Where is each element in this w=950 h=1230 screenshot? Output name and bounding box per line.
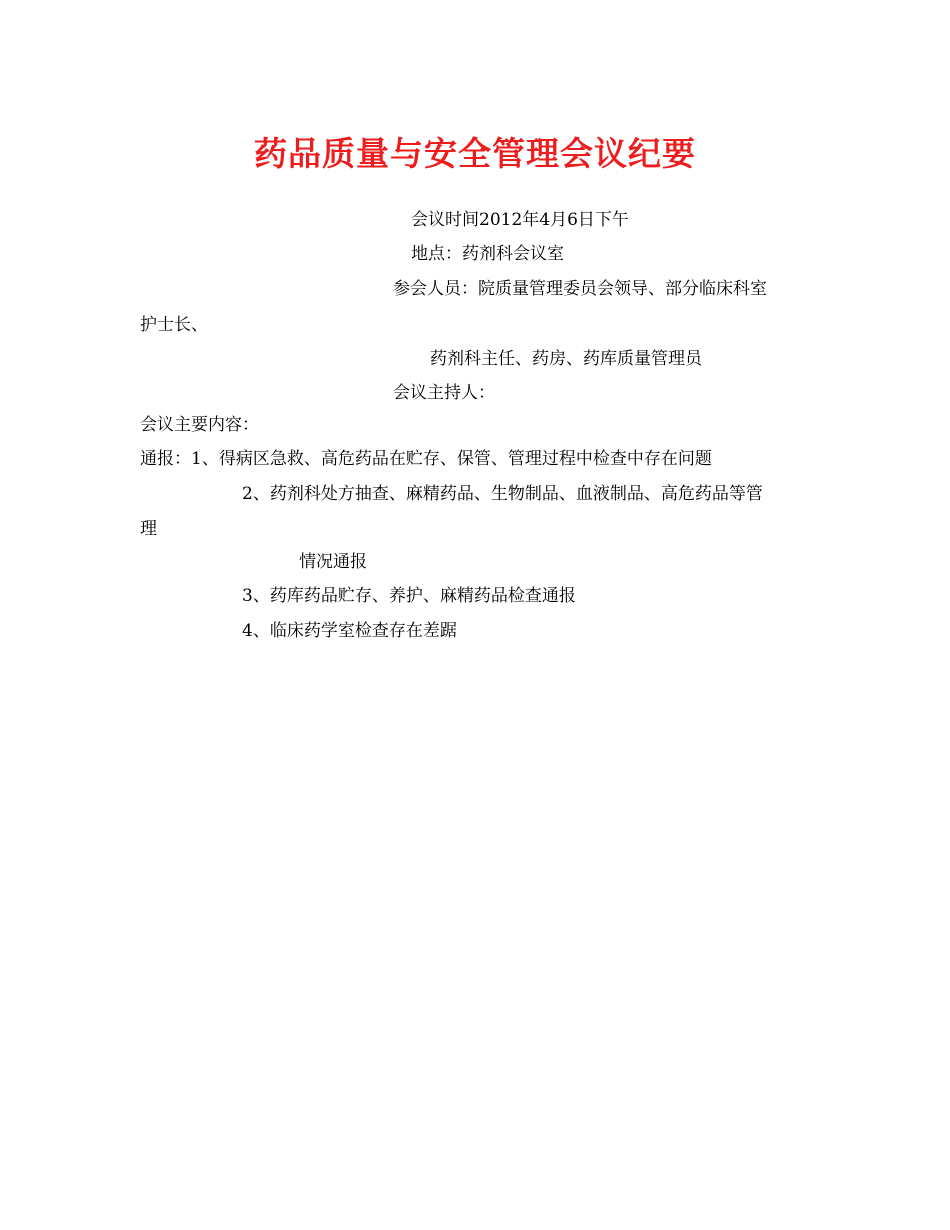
content-item-2-wrap: 理 <box>140 519 157 539</box>
content-item-3: 3、药库药品贮存、养护、麻精药品检查通报 <box>242 586 576 606</box>
content-item-1: 通报：1、得病区急救、高危药品在贮存、保管、管理过程中检查中存在问题 <box>140 449 712 469</box>
attendees-line-1: 参会人员：院质量管理委员会领导、部分临床科室 <box>393 279 767 299</box>
content-item-2-continued: 情况通报 <box>299 552 367 572</box>
content-item-4: 4、临床药学室检查存在差踞 <box>242 621 457 641</box>
content-item-2: 2、药剂科处方抽查、麻精药品、生物制品、血液制品、高危药品等管 <box>242 484 763 504</box>
meeting-host: 会议主持人： <box>393 383 495 403</box>
attendees-line-3: 药剂科主任、药房、药库质量管理员 <box>430 349 702 369</box>
meeting-time: 会议时间2012年4月6日下午 <box>411 210 629 230</box>
content-heading: 会议主要内容： <box>140 415 259 435</box>
meeting-location: 地点：药剂科会议室 <box>411 244 564 264</box>
document-title: 药品质量与安全管理会议纪要 <box>254 134 696 173</box>
attendees-line-2: 护士长、 <box>140 315 208 335</box>
